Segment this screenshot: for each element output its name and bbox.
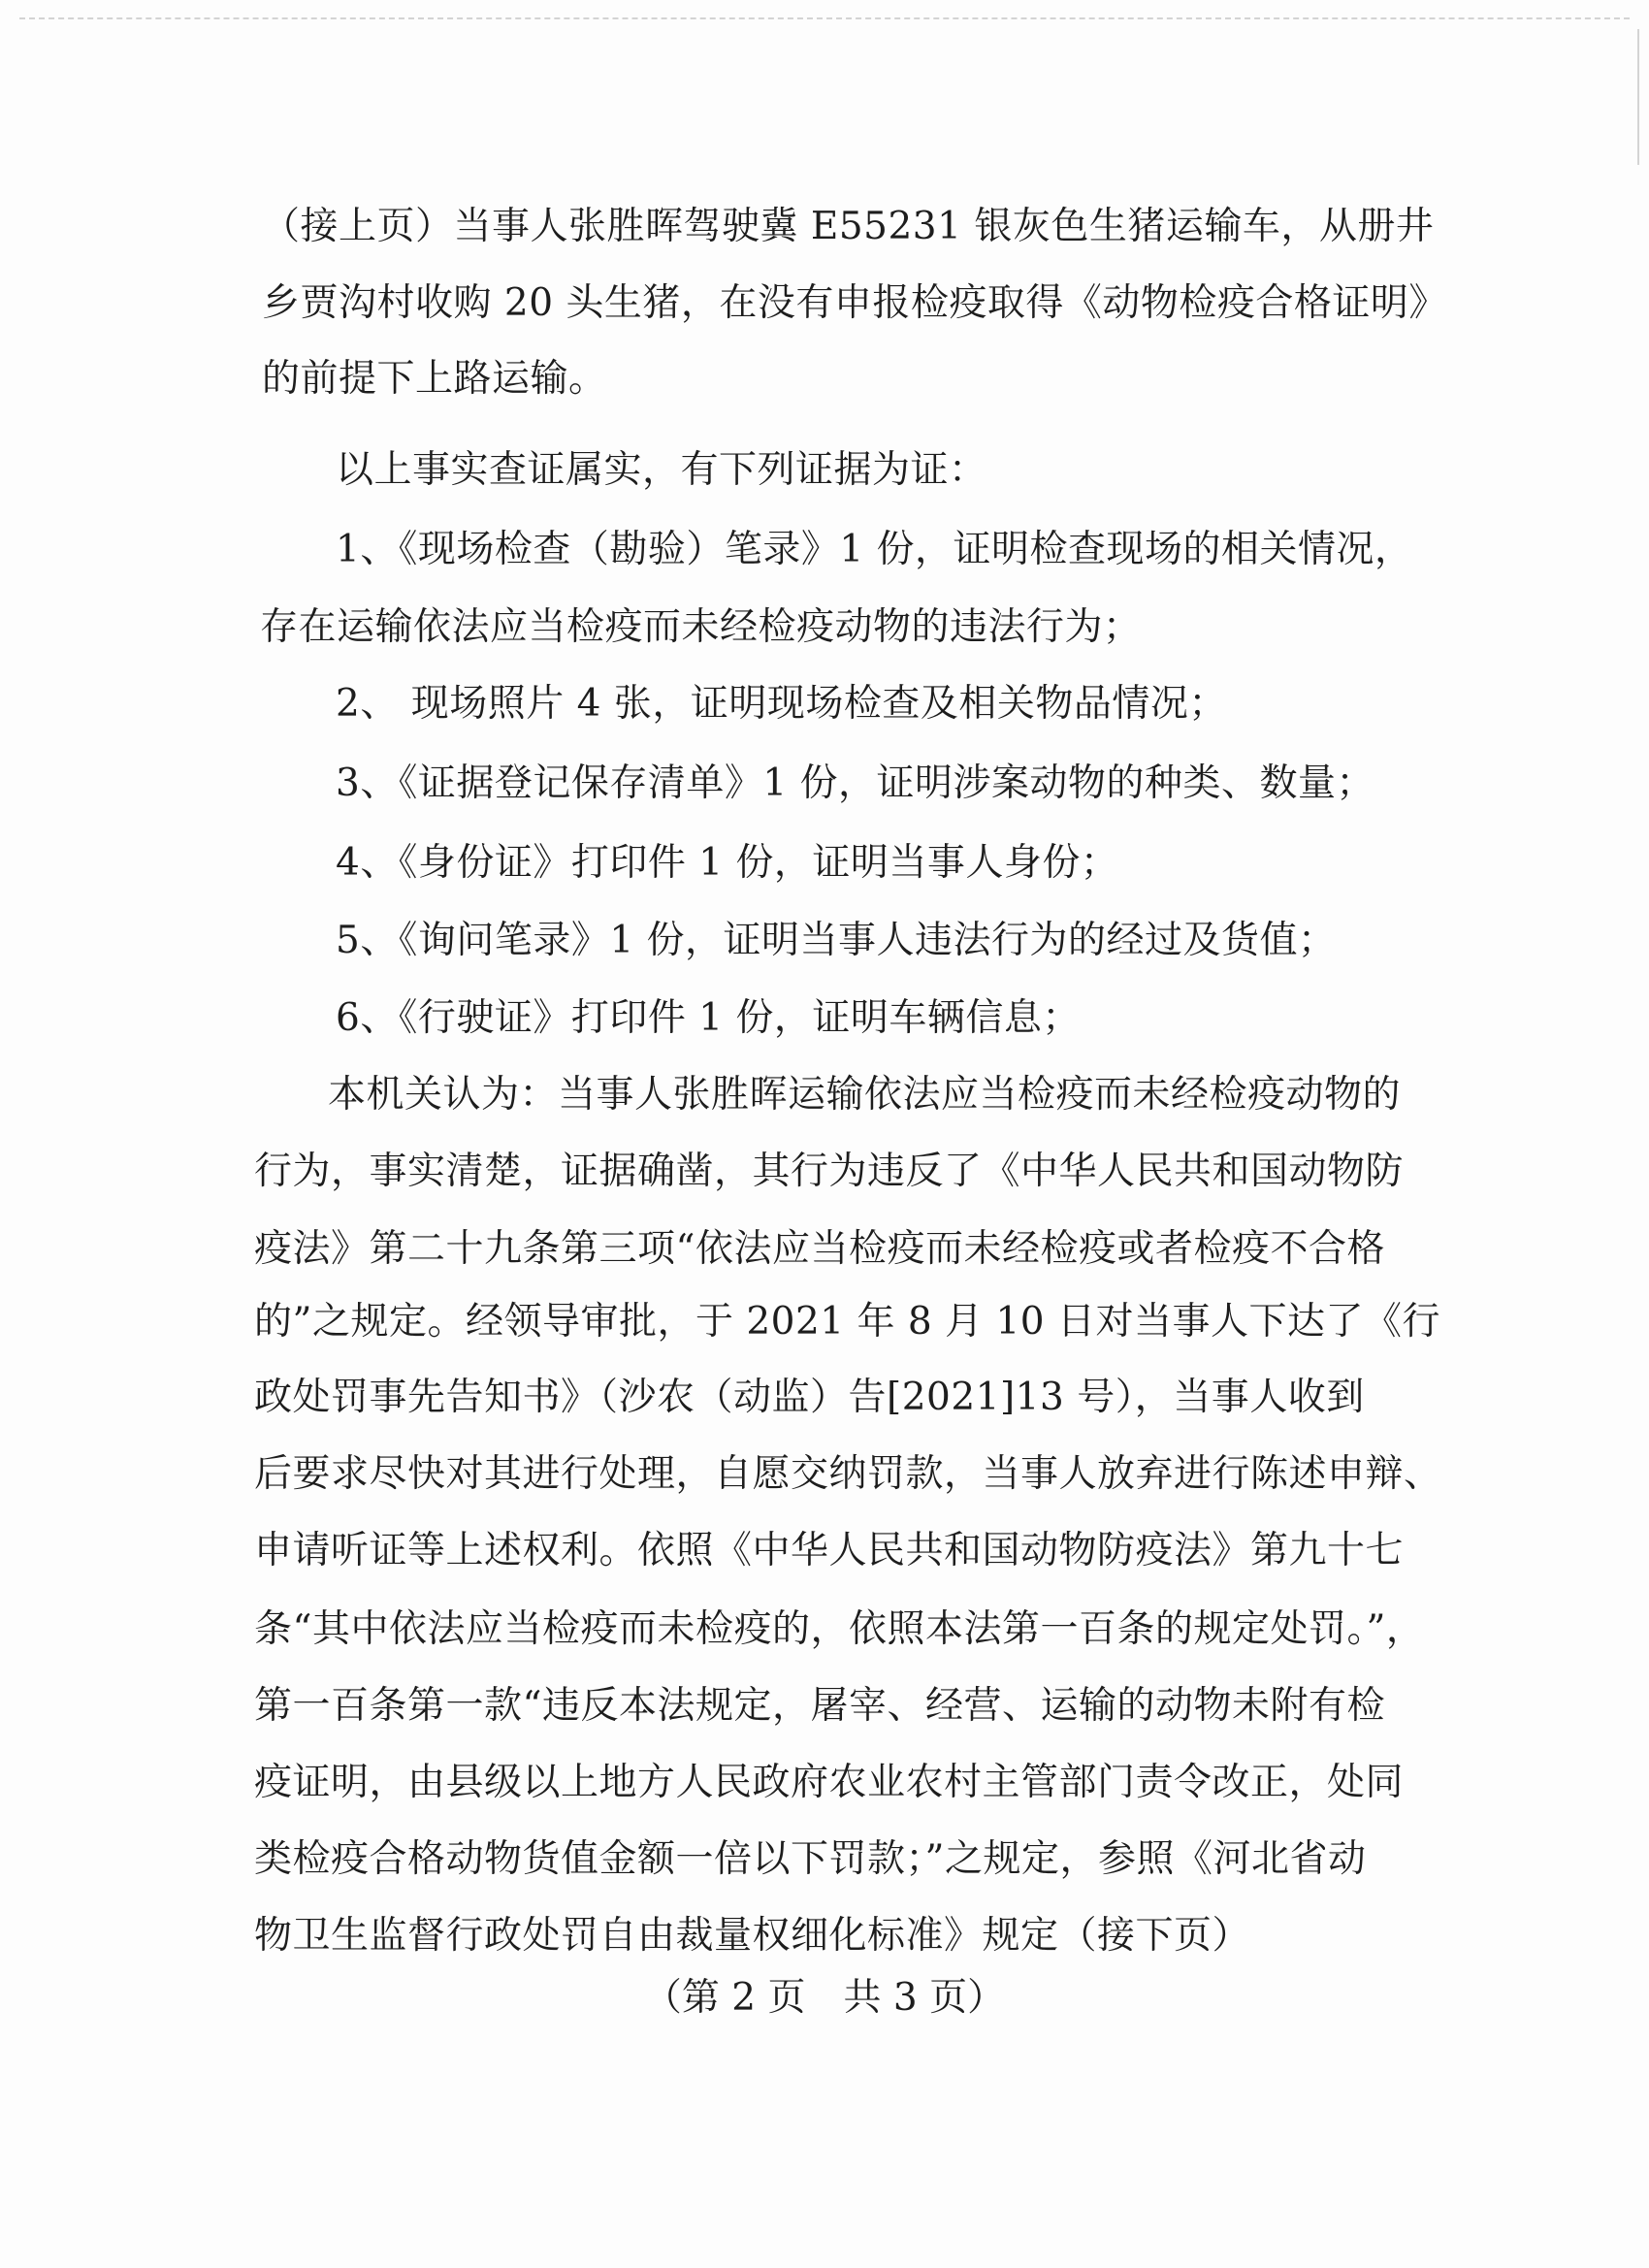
text-line-13: 行为，事实清楚，证据确凿，其行为违反了《中华人民共和国动物防	[254, 1150, 1405, 1193]
text-line-4: 以上事实查证属实，有下列证据为证：	[336, 448, 987, 492]
text-line-2: 乡贾沟村收购 20 头生猪，在没有申报检疫取得《动物检疫合格证明》	[262, 281, 1447, 325]
text-line-8: 3、《证据登记保存清单》1 份，证明涉案动物的种类、数量；	[336, 761, 1375, 805]
text-line-7: 2、 现场照片 4 张，证明现场检查及相关物品情况；	[336, 682, 1227, 726]
text-line-23: 物卫生监督行政处罚自由裁量权细化标准》规定（接下页）	[254, 1914, 1251, 1958]
scan-edge-top	[19, 17, 1630, 25]
text-line-3: 的前提下上路运输。	[262, 357, 607, 401]
text-line-15: 的”之规定。经领导审批，于 2021 年 8 月 10 日对当事人下达了《行	[254, 1300, 1441, 1344]
text-line-18: 申请听证等上述权利。依照《中华人民共和国动物防疫法》第九十七	[254, 1529, 1405, 1572]
text-line-1: （接上页）当事人张胜晖驾驶冀 E55231 银灰色生猪运输车，从册井	[262, 205, 1435, 248]
text-line-20: 第一百条第一款“违反本法规定，屠宰、经营、运输的动物未附有检	[254, 1684, 1385, 1728]
text-line-14: 疫法》第二十九条第三项“依法应当检疫而未经检疫或者检疫不合格	[254, 1227, 1385, 1271]
text-line-10: 5、《询问笔录》1 份，证明当事人违法行为的经过及货值；	[336, 919, 1337, 962]
text-line-21: 疫证明，由县级以上地方人民政府农业农村主管部门责令改正，处同	[254, 1761, 1405, 1804]
text-line-22: 类检疫合格动物货值金额一倍以下罚款；”之规定，参照《河北省动	[254, 1837, 1367, 1881]
text-line-11: 6、《行驶证》打印件 1 份，证明车辆信息；	[336, 996, 1081, 1040]
text-line-12: 本机关认为：当事人张胜晖运输依法应当检疫而未经检疫动物的	[328, 1073, 1402, 1117]
text-line-17: 后要求尽快对其进行处理，自愿交纳罚款，当事人放弃进行陈述申辩、	[254, 1452, 1442, 1496]
text-line-16: 政处罚事先告知书》（沙农（动监）告[2021]13 号），当事人收到	[254, 1376, 1365, 1419]
text-line-9: 4、《身份证》打印件 1 份，证明当事人身份；	[336, 841, 1119, 885]
text-line-5: 1、《现场检查（勘验）笔录》1 份，证明检查现场的相关情况，	[336, 528, 1413, 571]
text-line-6: 存在运输依法应当检疫而未经检疫动物的违法行为；	[260, 605, 1142, 649]
text-line-19: 条“其中依法应当检疫而未检疫的，依照本法第一百条的规定处罚。”，	[254, 1607, 1425, 1651]
page-number-footer: （第 2 页 共 3 页）	[643, 1976, 1006, 2020]
scan-edge-right	[1633, 29, 1639, 165]
